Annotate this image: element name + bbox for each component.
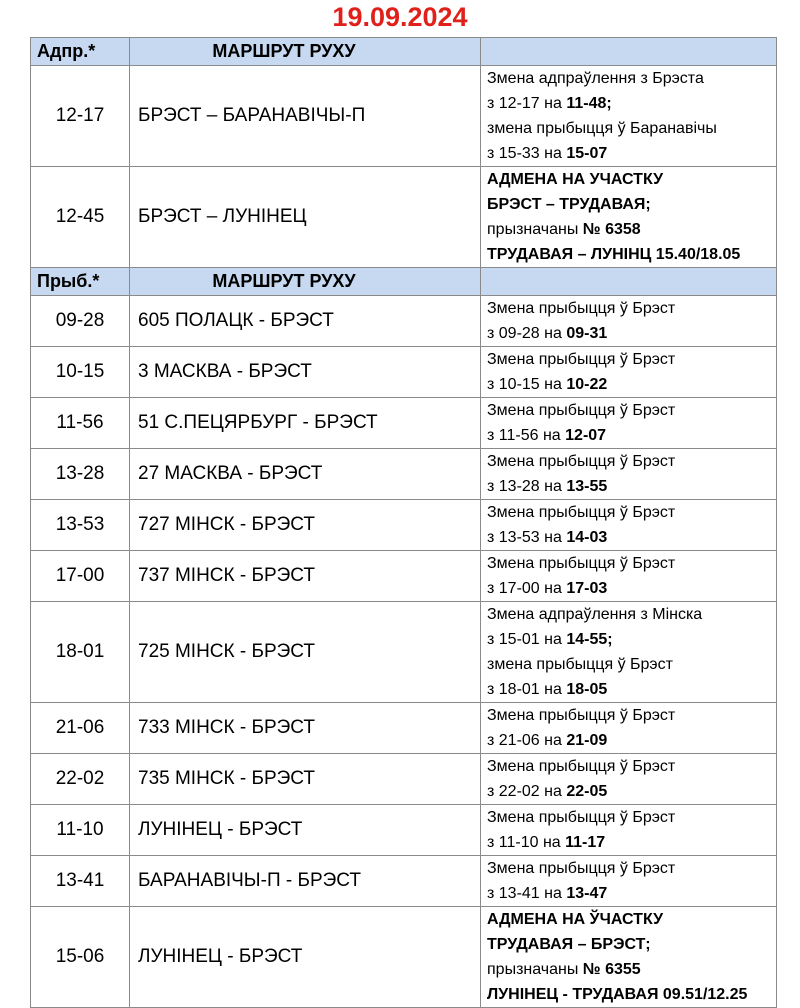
note-text: Змена прыбыцця ў Брэст [487, 707, 676, 724]
route-cell: БАРАНАВІЧЫ-П - БРЭСТ [130, 856, 481, 907]
route-cell: 725 МІНСК - БРЭСТ [130, 602, 481, 703]
note-text: Змена прыбыцця ў Брэст [487, 758, 676, 775]
note-line [487, 525, 776, 550]
note-line [487, 627, 776, 652]
departures-header-col3 [481, 38, 777, 66]
notes-cell [481, 754, 777, 805]
note-bold: 14-03 [566, 529, 608, 546]
note-text: Змена прыбыцця ў Брэст [487, 860, 676, 877]
note-line [487, 703, 776, 728]
notes-cell [481, 167, 777, 268]
note-line [487, 677, 776, 702]
note-line [487, 66, 776, 91]
notes-cell [481, 347, 777, 398]
note-bold: 10-22 [566, 376, 608, 393]
note-line [487, 423, 776, 448]
note-line [487, 728, 776, 753]
note-bold: 09-31 [566, 325, 608, 342]
note-line [487, 398, 776, 423]
table-row [31, 805, 777, 856]
note-text: прызначаны [487, 961, 583, 978]
note-line [487, 982, 776, 1007]
notes-cell [481, 856, 777, 907]
note-bold: 13-55 [566, 478, 608, 495]
time-cell: 12-17 [31, 66, 130, 167]
note-bold: ТРУДАВАЯ – БРЭСТ; [487, 936, 651, 953]
note-line [487, 347, 776, 372]
departures-header-col1: Адпр.* [31, 38, 130, 66]
table-row [31, 856, 777, 907]
note-bold: 17-03 [566, 580, 608, 597]
note-line [487, 551, 776, 576]
notes-cell [481, 703, 777, 754]
notes-cell [481, 398, 777, 449]
table-row [31, 551, 777, 602]
note-bold: 22-05 [566, 783, 608, 800]
arrivals-header-col2: МАРШРУТ РУХУ [130, 268, 481, 296]
arrivals-header-col1: Прыб.* [31, 268, 130, 296]
note-text: з 15-01 на [487, 631, 567, 648]
note-line [487, 500, 776, 525]
note-text: Змена прыбыцця ў Брэст [487, 351, 676, 368]
note-line [487, 856, 776, 881]
note-line [487, 830, 776, 855]
notes-cell [481, 296, 777, 347]
note-line [487, 296, 776, 321]
notes-cell [481, 551, 777, 602]
notes-cell [481, 602, 777, 703]
note-bold: ЛУНІНЕЦ - ТРУДАВАЯ 09.51/12.25 [487, 986, 748, 1003]
note-text: змена прыбыцця ў Баранавічы [487, 120, 717, 137]
table-row [31, 296, 777, 347]
table-row [31, 449, 777, 500]
departures-header-col2: МАРШРУТ РУХУ [130, 38, 481, 66]
time-cell: 11-10 [31, 805, 130, 856]
schedule-table [30, 37, 777, 1008]
note-text: Змена прыбыцця ў Брэст [487, 809, 676, 826]
route-cell: ЛУНІНЕЦ - БРЭСТ [130, 907, 481, 1008]
time-cell: 13-41 [31, 856, 130, 907]
time-cell: 21-06 [31, 703, 130, 754]
route-cell: 727 МІНСК - БРЭСТ [130, 500, 481, 551]
time-cell: 10-15 [31, 347, 130, 398]
note-line [487, 881, 776, 906]
note-line [487, 576, 776, 601]
table-row [31, 167, 777, 268]
note-line [487, 217, 776, 242]
note-text: з 15-33 на [487, 145, 567, 162]
note-text: Змена прыбыцця ў Брэст [487, 300, 676, 317]
table-row [31, 754, 777, 805]
table-row [31, 602, 777, 703]
table-row [31, 500, 777, 551]
note-text: Змена адпраўлення з Мінска [487, 606, 703, 623]
route-cell: 737 МІНСК - БРЭСТ [130, 551, 481, 602]
note-bold: 11-17 [565, 834, 606, 851]
table-row [31, 703, 777, 754]
time-cell: 15-06 [31, 907, 130, 1008]
note-line [487, 449, 776, 474]
time-cell: 13-28 [31, 449, 130, 500]
departures-header-row [31, 38, 777, 66]
note-text: з 13-41 на [487, 885, 567, 902]
note-line [487, 141, 776, 166]
note-text: з 13-53 на [487, 529, 567, 546]
route-cell: ЛУНІНЕЦ - БРЭСТ [130, 805, 481, 856]
note-bold: № 6355 [582, 961, 641, 978]
note-text: Змена прыбыцця ў Брэст [487, 555, 676, 572]
time-cell: 13-53 [31, 500, 130, 551]
notes-cell [481, 500, 777, 551]
note-text: з 10-15 на [487, 376, 567, 393]
note-text: з 17-00 на [487, 580, 567, 597]
note-text: з 12-17 на [487, 95, 567, 112]
route-cell: 3 МАСКВА - БРЭСТ [130, 347, 481, 398]
note-line [487, 91, 776, 116]
note-line [487, 242, 776, 267]
note-bold: 21-09 [566, 732, 608, 749]
note-text: з 21-06 на [487, 732, 567, 749]
note-bold: АДМЕНА НА ЎЧАСТКУ [487, 911, 664, 928]
note-bold: № 6358 [582, 221, 641, 238]
time-cell: 09-28 [31, 296, 130, 347]
note-text: Змена прыбыцця ў Брэст [487, 453, 676, 470]
note-text: Змена прыбыцця ў Брэст [487, 504, 676, 521]
route-cell: 605 ПОЛАЦК - БРЭСТ [130, 296, 481, 347]
note-line [487, 602, 776, 627]
note-text: змена прыбыцця ў Брэст [487, 656, 673, 673]
time-cell: 18-01 [31, 602, 130, 703]
note-line [487, 474, 776, 499]
time-cell: 22-02 [31, 754, 130, 805]
note-line [487, 754, 776, 779]
note-line [487, 907, 776, 932]
note-text: Змена прыбыцця ў Брэст [487, 402, 676, 419]
note-text: з 22-02 на [487, 783, 567, 800]
note-text: з 11-10 на [487, 834, 566, 851]
notes-cell [481, 805, 777, 856]
arrivals-header-col3 [481, 268, 777, 296]
notes-cell [481, 66, 777, 167]
table-row [31, 66, 777, 167]
note-text: з 11-56 на [487, 427, 566, 444]
note-bold: АДМЕНА НА УЧАСТКУ [487, 171, 664, 188]
note-line [487, 805, 776, 830]
notes-cell [481, 449, 777, 500]
time-cell: 17-00 [31, 551, 130, 602]
note-bold: 12-07 [565, 427, 607, 444]
note-bold: 14-55; [566, 631, 613, 648]
arrivals-header-row [31, 268, 777, 296]
note-bold: 18-05 [566, 681, 608, 698]
note-bold: 13-47 [566, 885, 608, 902]
note-text: з 18-01 на [487, 681, 567, 698]
note-line [487, 652, 776, 677]
route-cell: БРЭСТ – БАРАНАВІЧЫ-П [130, 66, 481, 167]
note-line [487, 321, 776, 346]
note-line [487, 779, 776, 804]
route-cell: 735 МІНСК - БРЭСТ [130, 754, 481, 805]
time-cell: 12-45 [31, 167, 130, 268]
route-cell: БРЭСТ – ЛУНІНЕЦ [130, 167, 481, 268]
note-text: з 09-28 на [487, 325, 567, 342]
time-cell: 11-56 [31, 398, 130, 449]
note-line [487, 116, 776, 141]
note-line [487, 192, 776, 217]
note-line [487, 167, 776, 192]
note-bold: БРЭСТ – ТРУДАВАЯ; [487, 196, 651, 213]
note-bold: 11-48; [566, 95, 612, 112]
note-line [487, 372, 776, 397]
route-cell: 733 МІНСК - БРЭСТ [130, 703, 481, 754]
note-text: з 13-28 на [487, 478, 567, 495]
note-line [487, 932, 776, 957]
note-text: прызначаны [487, 221, 583, 238]
note-bold: 15-07 [566, 145, 608, 162]
note-text: Змена адпраўлення з Брэста [487, 70, 704, 87]
table-row [31, 398, 777, 449]
note-line [487, 957, 776, 982]
table-row [31, 347, 777, 398]
note-bold: ТРУДАВАЯ – ЛУНІНЦ 15.40/18.05 [487, 246, 741, 263]
route-cell: 51 С.ПЕЦЯРБУРГ - БРЭСТ [130, 398, 481, 449]
table-row [31, 907, 777, 1008]
notes-cell [481, 907, 777, 1008]
page-title: 19.09.2024 [332, 2, 468, 32]
route-cell: 27 МАСКВА - БРЭСТ [130, 449, 481, 500]
